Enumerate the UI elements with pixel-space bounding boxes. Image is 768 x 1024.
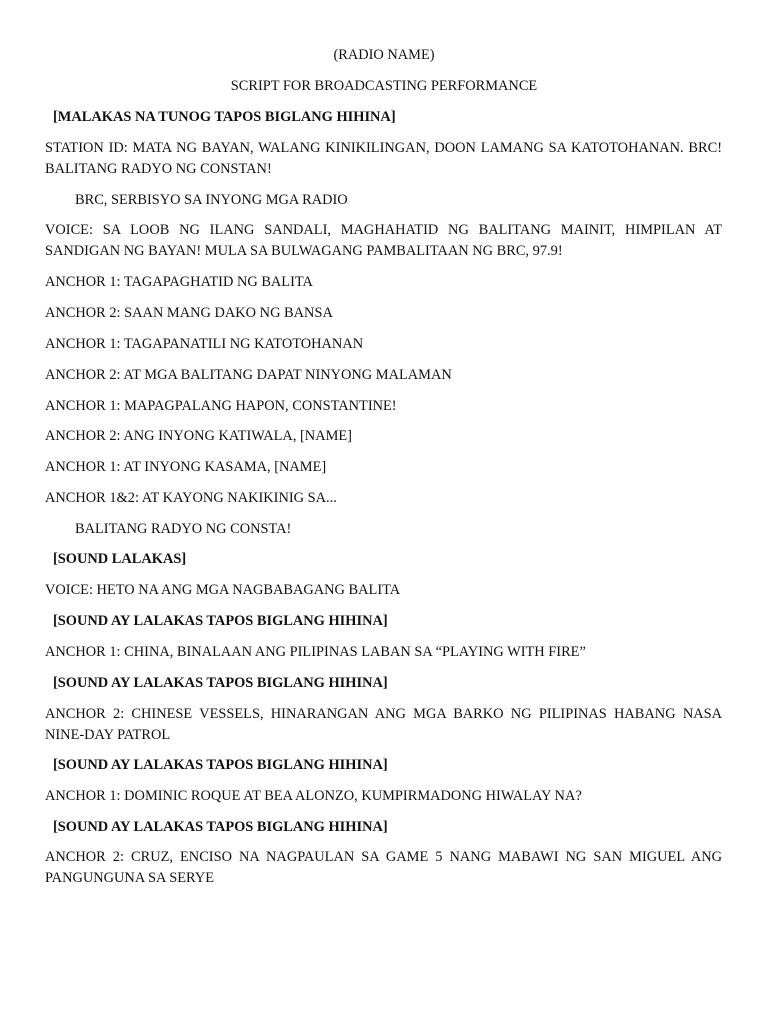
anchor-line: ANCHOR 1: CHINA, BINALAAN ANG PILIPINAS LABAN SA “PLAYING WITH FIRE”: [45, 644, 586, 660]
sound-cue: [MALAKAS NA TUNOG TAPOS BIGLANG HIHINA]: [53, 109, 396, 125]
sound-cue: [SOUND AY LALAKAS TAPOS BIGLANG HIHINA]: [53, 675, 388, 691]
anchor-line: ANCHOR 2: AT MGA BALITANG DAPAT NINYONG MALAMAN: [45, 367, 452, 383]
script-line-indented: BRC, SERBISYO SA INYONG MGA RADIO: [75, 192, 348, 208]
sound-cue: [SOUND AY LALAKAS TAPOS BIGLANG HIHINA]: [53, 613, 388, 629]
sound-cue: [SOUND LALAKAS]: [53, 551, 187, 567]
station-id-line: STATION ID: MATA NG BAYAN, WALANG KINIKILINGAN, DOON LAMANG SA KATOTOHANAN. BRC! BALITANG RADYO NG CONSTAN!: [45, 140, 722, 177]
script-line-indented: BALITANG RADYO NG CONSTA!: [75, 521, 292, 537]
anchor-line: ANCHOR 1: MAPAGPALANG HAPON, CONSTANTINE!: [45, 398, 397, 414]
script-title: SCRIPT FOR BROADCASTING PERFORMANCE: [230, 78, 538, 94]
anchor-line: ANCHOR 2: SAAN MANG DAKO NG BANSA: [45, 305, 333, 321]
anchor-line: ANCHOR 2: ANG INYONG KATIWALA, [NAME]: [45, 428, 352, 444]
sound-cue: [SOUND AY LALAKAS TAPOS BIGLANG HIHINA]: [53, 819, 388, 835]
anchor-line: ANCHOR 1: TAGAPANATILI NG KATOTOHANAN: [45, 336, 364, 352]
anchor-line: ANCHOR 2: CHINESE VESSELS, HINARANGAN ANG MGA BARKO NG PILIPINAS HABANG NASA NINE-DAY PATROL: [45, 706, 722, 743]
voice-line: VOICE: SA LOOB NG ILANG SANDALI, MAGHAHATID NG BALITANG MAINIT, HIMPILAN AT SANDIGAN NG BAYAN! MULA SA BULWAGANG PAMBALITAAN NG BRC, 97.9!: [45, 222, 722, 259]
voice-line: VOICE: HETO NA ANG MGA NAGBABAGANG BALITA: [45, 582, 401, 598]
anchor-line: ANCHOR 1&2: AT KAYONG NAKIKINIG SA...: [45, 490, 337, 506]
sound-cue: [SOUND AY LALAKAS TAPOS BIGLANG HIHINA]: [53, 757, 388, 773]
anchor-line: ANCHOR 1: DOMINIC ROQUE AT BEA ALONZO, KUMPIRMADONG HIWALAY NA?: [45, 788, 582, 804]
anchor-line: ANCHOR 2: CRUZ, ENCISO NA NAGPAULAN SA GAME 5 NANG MABAWI NG SAN MIGUEL ANG PANGUNGUNA SA SERYE: [45, 849, 722, 886]
radio-name-heading: (RADIO NAME): [333, 47, 435, 63]
anchor-line: ANCHOR 1: AT INYONG KASAMA, [NAME]: [45, 459, 327, 475]
anchor-line: ANCHOR 1: TAGAPAGHATID NG BALITA: [45, 274, 313, 290]
